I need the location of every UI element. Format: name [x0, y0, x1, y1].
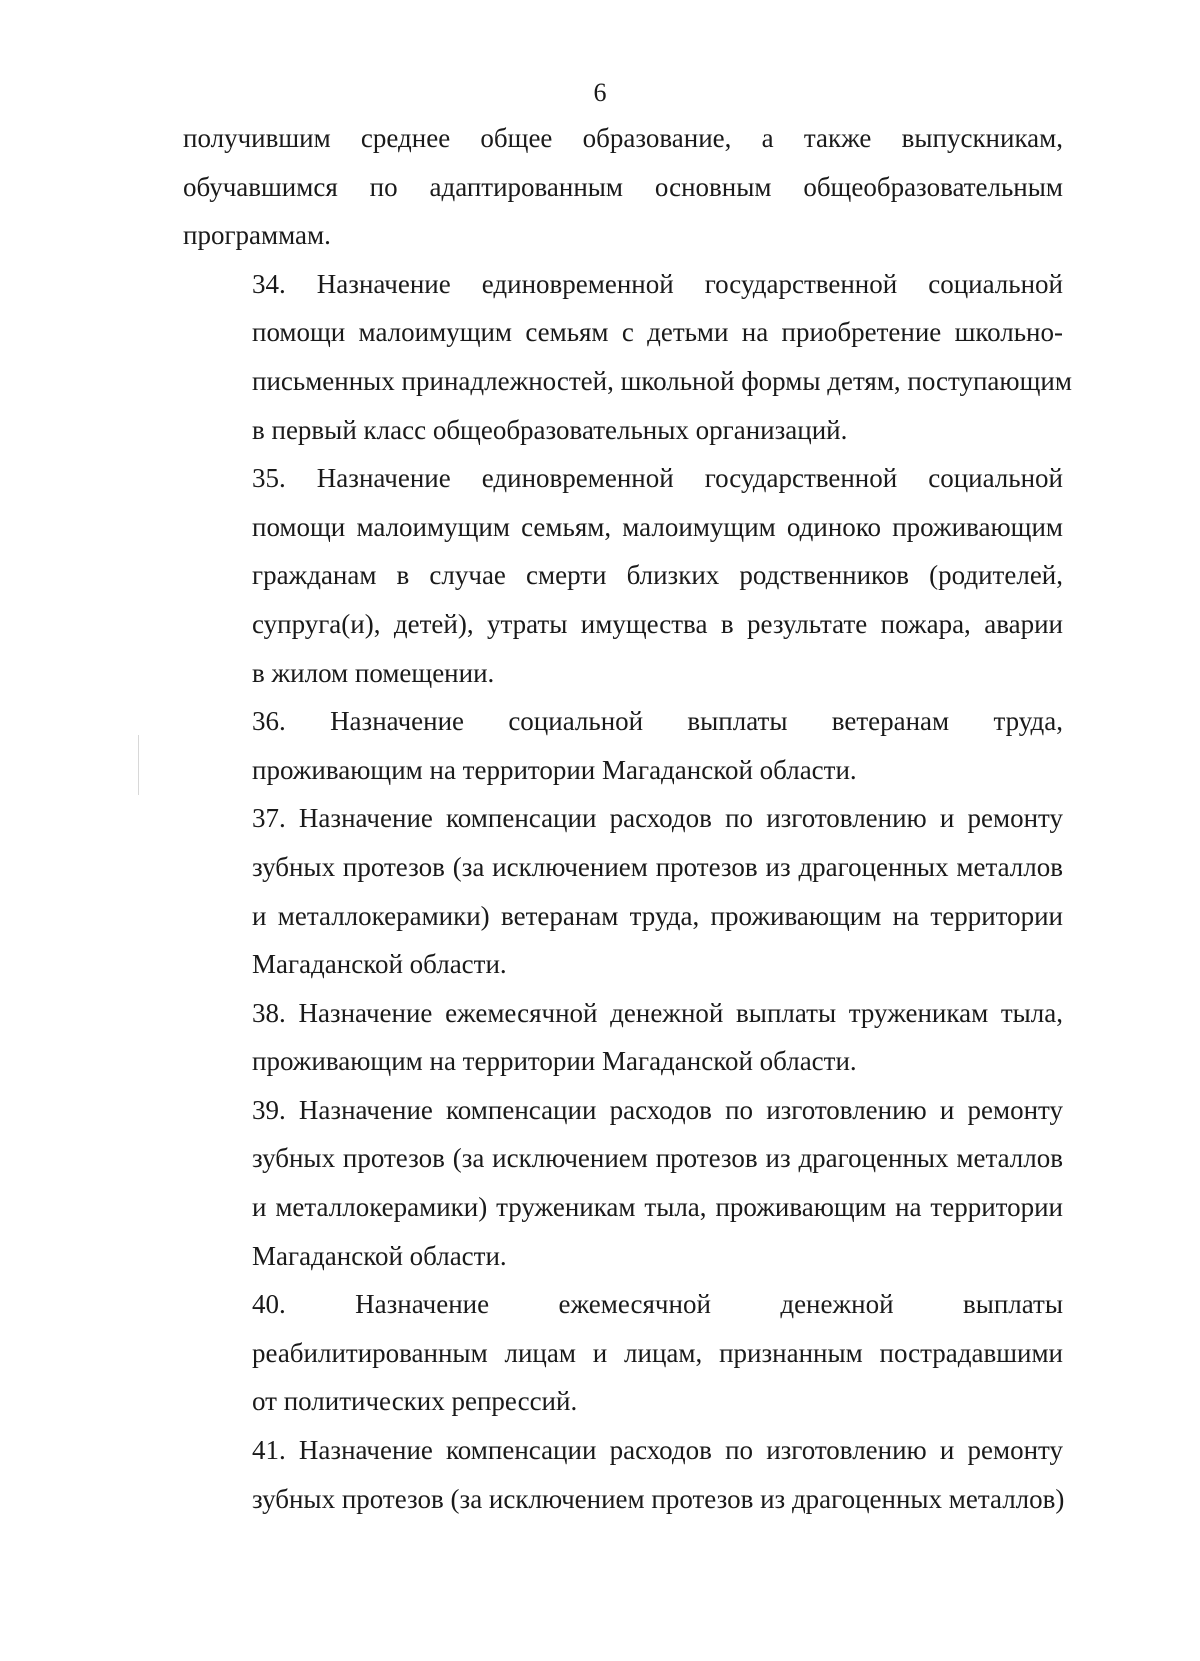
- paragraph: [183, 260, 1072, 454]
- text-line: в жилом помещении.: [252, 657, 495, 688]
- text-line: зубных протезов (за исключением протезов из драгоценных металлов): [252, 1483, 1065, 1514]
- scan-artifact-line: [138, 735, 139, 795]
- paragraph: [183, 794, 1063, 988]
- text-line: 38. Назначение ежемесячной денежной выплаты труженикам тыла,: [252, 997, 1063, 1028]
- text-line: 41. Назначение компенсации расходов по изготовлению и ремонту: [252, 1435, 1063, 1466]
- text-line: письменных принадлежностей, школьной формы детям, поступающим: [252, 365, 1072, 396]
- text-line: проживающим на территории Магаданской области.: [252, 1046, 857, 1077]
- text-line: помощи малоимущим семьям с детьми на приобретение школьно-: [252, 317, 1063, 348]
- text-line: получившим среднее общее образование, а также выпускникам,: [183, 123, 1063, 153]
- text-line: реабилитированным лицам и лицам, признанным пострадавшими: [252, 1337, 1063, 1368]
- paragraph: [183, 114, 1063, 260]
- text-line: супруга(и), детей), утраты имущества в результате пожара, аварии: [252, 608, 1063, 639]
- document-body: [183, 114, 1072, 1523]
- paragraph: [183, 989, 1063, 1086]
- text-line: от политических репрессий.: [252, 1386, 578, 1417]
- text-line: 40. Назначение ежемесячной денежной выплаты: [252, 1289, 1063, 1320]
- text-line: гражданам в случае смерти близких родственников (родителей,: [252, 560, 1063, 591]
- paragraph: [183, 697, 1063, 794]
- paragraph: [183, 1280, 1063, 1426]
- text-line: проживающим на территории Магаданской области.: [252, 754, 857, 785]
- text-line: помощи малоимущим семьям, малоимущим одиноко проживающим: [252, 511, 1063, 542]
- text-line: 39. Назначение компенсации расходов по изготовлению и ремонту: [252, 1094, 1063, 1125]
- text-line: обучавшимся по адаптированным основным общеобразовательным: [183, 171, 1063, 202]
- text-line: зубных протезов (за исключением протезов из драгоценных металлов: [252, 1143, 1063, 1174]
- text-line: 35. Назначение единовременной государственной социальной: [252, 463, 1063, 494]
- text-line: и металлокерамики) ветеранам труда, проживающим на территории: [252, 900, 1063, 931]
- text-line: зубных протезов (за исключением протезов из драгоценных металлов: [252, 851, 1063, 882]
- paragraph: [183, 1426, 1063, 1523]
- text-line: 36. Назначение социальной выплаты ветеранам труда,: [252, 706, 1063, 737]
- paragraph: [183, 1086, 1063, 1280]
- page-number: 6: [593, 78, 607, 107]
- text-line: 37. Назначение компенсации расходов по изготовлению и ремонту: [252, 803, 1063, 834]
- text-line: 34. Назначение единовременной государственной социальной: [252, 268, 1063, 299]
- text-line: Магаданской области.: [252, 949, 507, 980]
- paragraph: [183, 454, 1063, 697]
- text-line: в первый класс общеобразовательных организаций.: [252, 414, 848, 445]
- text-line: Магаданской области.: [252, 1240, 507, 1271]
- text-line: и металлокерамики) труженикам тыла, проживающим на территории: [252, 1192, 1063, 1223]
- text-line: программам.: [183, 220, 331, 251]
